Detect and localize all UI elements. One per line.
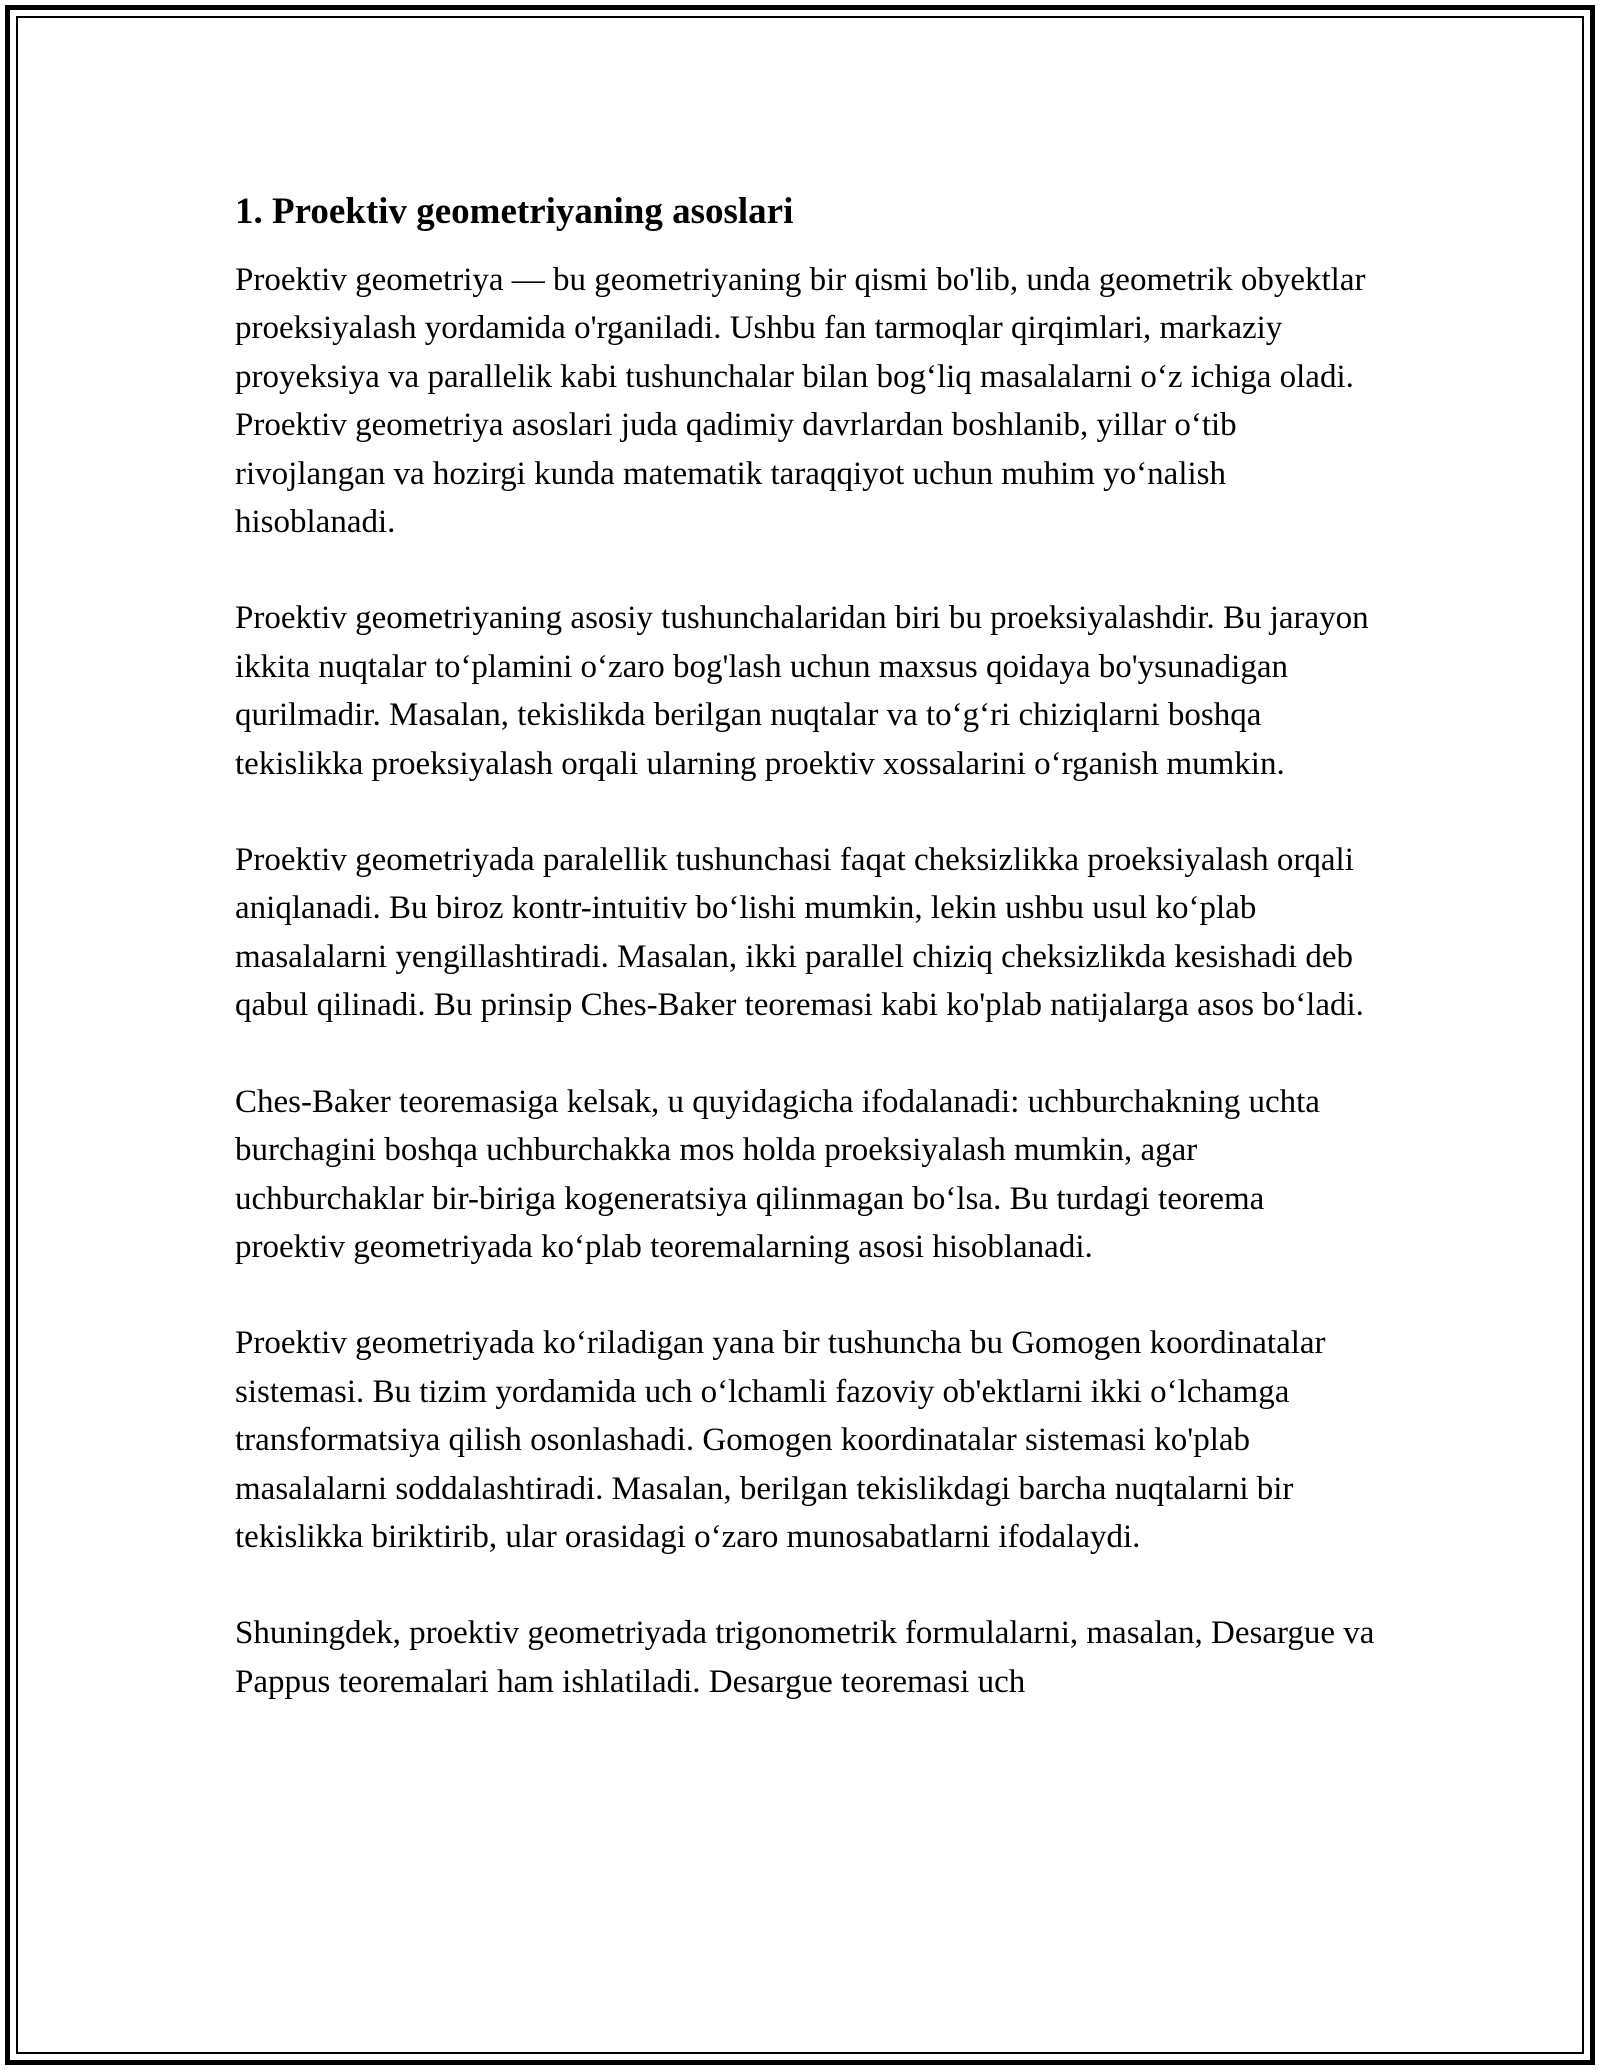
paragraph-2: Proektiv geometriyaning asosiy tushunchalaridan biri bu proeksiyalashdir. Bu jarayon ikkita nuqtalar to‘plamini o‘zaro bog'lash uchun maxsus qoidaya bo'ysunadigan qurilmadir. Masalan, tekislikda berilgan nuqtalar va to‘g‘ri chiziqlarni boshqa tekislikka proeksiyalash orqali ularning proektiv xossalarini o‘rganish mumkin.: [235, 600, 1369, 782]
document-body: [235, 186, 1375, 1754]
section-heading: 1. Proektiv geometriyaning asoslari: [235, 191, 794, 232]
paragraph-1: Proektiv geometriya — bu geometriyaning bir qismi bo'lib, unda geometrik obyektlar proeksiyalash yordamida o'rganiladi. Ushbu fan tarmoqlar qirqimlari, markaziy proyeksiya va parallelik kabi tushunchalar bilan bog‘liq masalalarni o‘z ichiga oladi. Proektiv geometriya asoslari juda qadimiy davrlardan boshlanib, yillar o‘tib rivojlangan va hozirgi kunda matematik taraqqiyot uchun muhim yo‘nalish hisoblanadi.: [235, 262, 1366, 541]
paragraph-5: Proektiv geometriyada ko‘riladigan yana bir tushuncha bu Gomogen koordinatalar sistemasi. Bu tizim yordamida uch o‘lchamli fazoviy ob'ektlarni ikki o‘lchamga transformatsiya qilish osonlashadi. Gomogen koordinatalar sistemasi ko'plab masalalarni soddalashtiradi. Masalan, berilgan tekislikdagi barcha nuqtalarni bir tekislikka biriktirib, ular orasidagi o‘zaro munosabatlarni ifodalaydi.: [235, 1325, 1326, 1555]
paragraph-6: Shuningdek, proektiv geometriyada trigonometrik formulalarni, masalan, Desargue va Pappus teoremalari ham ishlatiladi. Desargue teoremasi uch: [235, 1615, 1375, 1700]
paragraph-3: Proektiv geometriyada paralellik tushunchasi faqat cheksizlikka proeksiyalash orqali aniqlanadi. Bu biroz kontr-intuitiv bo‘lishi mumkin, lekin ushbu usul ko‘plab masalalarni yengillashtiradi. Masalan, ikki parallel chiziq cheksizlikda kesishadi deb qabul qilinadi. Bu prinsip Ches-Baker teoremasi kabi ko'plab natijalarga asos bo‘ladi.: [235, 842, 1364, 1024]
paragraph-4: Ches-Baker teoremasiga kelsak, u quyidagicha ifodalanadi: uchburchakning uchta burchagini boshqa uchburchakka mos holda proeksiyalash mumkin, agar uchburchaklar bir-biriga kogeneratsiya qilinmagan bo‘lsa. Bu turdagi teorema proektiv geometriyada ko‘plab teoremalarning asosi hisoblanadi.: [235, 1083, 1320, 1265]
